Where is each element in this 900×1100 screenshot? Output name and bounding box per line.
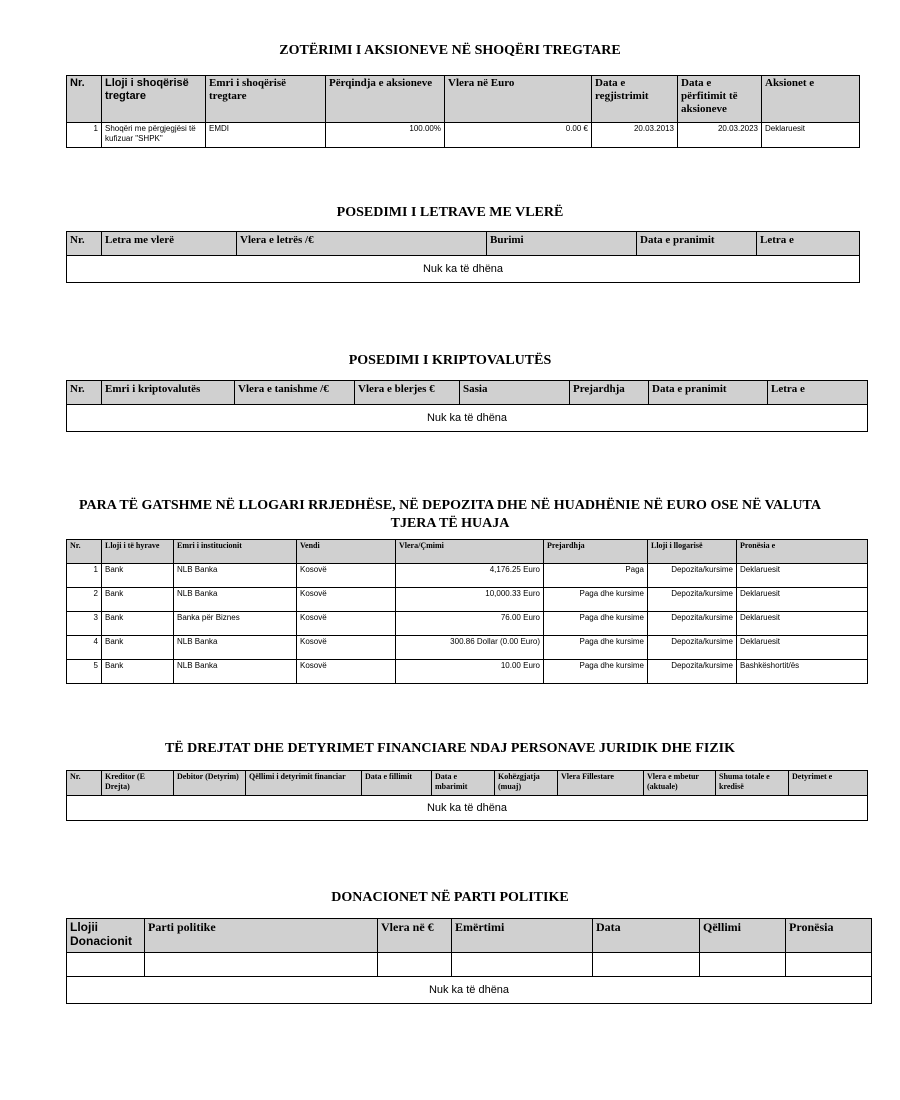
cell-nr: 4 bbox=[67, 636, 102, 660]
shares-section-title: ZOTËRIMI I AKSIONEVE NË SHOQËRI TREGTARE bbox=[279, 43, 621, 58]
table-header-row bbox=[67, 76, 860, 123]
empty-cell bbox=[67, 953, 145, 977]
shares-table bbox=[66, 75, 860, 148]
column-header: Sasia bbox=[460, 381, 570, 405]
cell-institution: NLB Banka bbox=[174, 660, 297, 684]
securities-table bbox=[66, 231, 860, 283]
donations-table bbox=[66, 918, 872, 1004]
column-header: Prejardhja bbox=[544, 540, 648, 564]
cash-table bbox=[66, 539, 868, 684]
table-header-row bbox=[67, 540, 868, 564]
column-header: Emërtimi bbox=[452, 919, 593, 953]
column-header: Data e fillimit bbox=[362, 771, 432, 796]
cell-account-type: Depozita/kursime bbox=[648, 660, 737, 684]
cell-owner: Deklaruesit bbox=[737, 636, 868, 660]
cell-country: Kosovë bbox=[297, 660, 396, 684]
column-header: Qëllimi i detyrimit financiar bbox=[246, 771, 362, 796]
table-header-row bbox=[67, 771, 868, 796]
table-row bbox=[67, 123, 860, 148]
column-header: Lloji i llogarisë bbox=[648, 540, 737, 564]
cell-income-type: Bank bbox=[102, 660, 174, 684]
table-header-row bbox=[67, 232, 860, 256]
column-header: Vlera në € bbox=[378, 919, 452, 953]
column-header: Parti politike bbox=[145, 919, 378, 953]
column-header: Burimi bbox=[487, 232, 637, 256]
column-header: Llojii Donacionit bbox=[67, 919, 145, 953]
cell-income-type: Bank bbox=[102, 564, 174, 588]
empty-cell bbox=[452, 953, 593, 977]
empty-cell bbox=[700, 953, 786, 977]
column-header: Qëllimi bbox=[700, 919, 786, 953]
empty-cell bbox=[145, 953, 378, 977]
cell-value: 10.00 Euro bbox=[396, 660, 544, 684]
crypto-table bbox=[66, 380, 868, 432]
cell-owner: Deklaruesit bbox=[737, 612, 868, 636]
column-header: Nr. bbox=[67, 232, 102, 256]
column-header: Aksionet e bbox=[762, 76, 860, 123]
empty-cell bbox=[786, 953, 872, 977]
table-row bbox=[67, 612, 868, 636]
column-header: Data e mbarimit bbox=[432, 771, 495, 796]
cell-value: 10,000.33 Euro bbox=[396, 588, 544, 612]
cell-value: 76.00 Euro bbox=[396, 612, 544, 636]
column-header: Shuma totale e kredisë bbox=[716, 771, 789, 796]
cell-institution: Banka për Biznes bbox=[174, 612, 297, 636]
column-header: Vlera/Çmimi bbox=[396, 540, 544, 564]
column-header: Nr. bbox=[67, 540, 102, 564]
donations-section-title: DONACIONET NË PARTI POLITIKE bbox=[331, 890, 569, 905]
column-header: Letra e bbox=[768, 381, 868, 405]
column-header: Vlera e blerjes € bbox=[355, 381, 460, 405]
column-header: Vendi bbox=[297, 540, 396, 564]
obligations-section-title: TË DREJTAT DHE DETYRIMET FINANCIARE NDAJ PERSONAVE JURIDIK DHE FIZIK bbox=[164, 741, 736, 756]
cell-country: Kosovë bbox=[297, 636, 396, 660]
cell-nr: 2 bbox=[67, 588, 102, 612]
cell-income-type: Bank bbox=[102, 588, 174, 612]
column-header: Data e regjistrimit bbox=[592, 76, 678, 123]
cell-share-percent: 100.00% bbox=[326, 123, 445, 148]
column-header: Kreditor (E Drejta) bbox=[102, 771, 174, 796]
cell-account-type: Depozita/kursime bbox=[648, 588, 737, 612]
cell-account-type: Depozita/kursime bbox=[648, 612, 737, 636]
table-row bbox=[67, 636, 868, 660]
column-header: Emri i kriptovalutës bbox=[102, 381, 235, 405]
column-header: Lloji i shoqërisë tregtare bbox=[102, 76, 206, 123]
cell-value: 4,176.25 Euro bbox=[396, 564, 544, 588]
column-header: Debitor (Detyrim) bbox=[174, 771, 246, 796]
cell-account-type: Depozita/kursime bbox=[648, 564, 737, 588]
cell-owner: Deklaruesit bbox=[762, 123, 860, 148]
table-row bbox=[67, 588, 868, 612]
cell-owner: Deklaruesit bbox=[737, 588, 868, 612]
cash-section-title: PARA TË GATSHME NË LLOGARI RRJEDHËSE, NË DEPOZITA DHE NË HUADHËNIE NË EURO OSE NË VALUTA TJERA TË HUAJA bbox=[79, 498, 821, 531]
cell-country: Kosovë bbox=[297, 564, 396, 588]
cell-company-name: EMDI bbox=[206, 123, 326, 148]
column-header: Data e përfitimit të aksioneve bbox=[678, 76, 762, 123]
column-header: Data e pranimit bbox=[637, 232, 757, 256]
empty-cell bbox=[593, 953, 700, 977]
column-header: Vlera në Euro bbox=[445, 76, 592, 123]
crypto-section-title: POSEDIMI I KRIPTOVALUTËS bbox=[348, 353, 552, 368]
cell-owner: Bashkëshortit/ës bbox=[737, 660, 868, 684]
no-data-message: Nuk ka të dhëna bbox=[67, 977, 872, 1004]
column-header: Vlera e mbetur (aktuale) bbox=[644, 771, 716, 796]
cell-nr: 1 bbox=[67, 123, 102, 148]
table-row bbox=[67, 660, 868, 684]
column-header: Kohëzgjatja (muaj) bbox=[495, 771, 558, 796]
cell-institution: NLB Banka bbox=[174, 588, 297, 612]
cell-origin: Paga dhe kursime bbox=[544, 612, 648, 636]
cell-institution: NLB Banka bbox=[174, 636, 297, 660]
cell-nr: 1 bbox=[67, 564, 102, 588]
cell-country: Kosovë bbox=[297, 612, 396, 636]
column-header: Lloji i të hyrave bbox=[102, 540, 174, 564]
column-header: Vlera e tanishme /€ bbox=[235, 381, 355, 405]
cell-income-type: Bank bbox=[102, 636, 174, 660]
cell-nr: 3 bbox=[67, 612, 102, 636]
column-header: Data bbox=[593, 919, 700, 953]
column-header: Data e pranimit bbox=[649, 381, 768, 405]
cell-company-type: Shoqëri me përgjegjësi të kufizuar "SHPK" bbox=[102, 123, 206, 148]
cell-income-type: Bank bbox=[102, 612, 174, 636]
column-header: Vlera Fillestare bbox=[558, 771, 644, 796]
cell-country: Kosovë bbox=[297, 588, 396, 612]
column-header: Detyrimet e bbox=[789, 771, 868, 796]
column-header: Përqindja e aksioneve bbox=[326, 76, 445, 123]
obligations-table bbox=[66, 770, 868, 821]
column-header: Nr. bbox=[67, 76, 102, 123]
table-header-row bbox=[67, 381, 868, 405]
cell-origin: Paga dhe kursime bbox=[544, 636, 648, 660]
empty-cell bbox=[378, 953, 452, 977]
cell-value: 300.86 Dollar (0.00 Euro) bbox=[396, 636, 544, 660]
no-data-message: Nuk ka të dhëna bbox=[67, 405, 868, 432]
table-header-row bbox=[67, 919, 872, 953]
column-header: Vlera e letrës /€ bbox=[237, 232, 487, 256]
column-header: Letra me vlerë bbox=[102, 232, 237, 256]
column-header: Emri i institucionit bbox=[174, 540, 297, 564]
column-header: Pronësia e bbox=[737, 540, 868, 564]
cell-acquisition-date: 20.03.2023 bbox=[678, 123, 762, 148]
column-header: Pronësia bbox=[786, 919, 872, 953]
column-header: Nr. bbox=[67, 381, 102, 405]
table-row bbox=[67, 953, 872, 977]
cell-value-euro: 0.00 € bbox=[445, 123, 592, 148]
no-data-message: Nuk ka të dhëna bbox=[67, 796, 868, 821]
no-data-message: Nuk ka të dhëna bbox=[67, 256, 860, 283]
cell-registration-date: 20.03.2013 bbox=[592, 123, 678, 148]
cell-origin: Paga bbox=[544, 564, 648, 588]
column-header: Letra e bbox=[757, 232, 860, 256]
cell-account-type: Depozita/kursime bbox=[648, 636, 737, 660]
column-header: Prejardhja bbox=[570, 381, 649, 405]
column-header: Emri i shoqërisë tregtare bbox=[206, 76, 326, 123]
cell-institution: NLB Banka bbox=[174, 564, 297, 588]
cell-origin: Paga dhe kursime bbox=[544, 588, 648, 612]
cell-owner: Deklaruesit bbox=[737, 564, 868, 588]
column-header: Nr. bbox=[67, 771, 102, 796]
securities-section-title: POSEDIMI I LETRAVE ME VLERË bbox=[336, 205, 564, 220]
cell-origin: Paga dhe kursime bbox=[544, 660, 648, 684]
cell-nr: 5 bbox=[67, 660, 102, 684]
table-row bbox=[67, 564, 868, 588]
